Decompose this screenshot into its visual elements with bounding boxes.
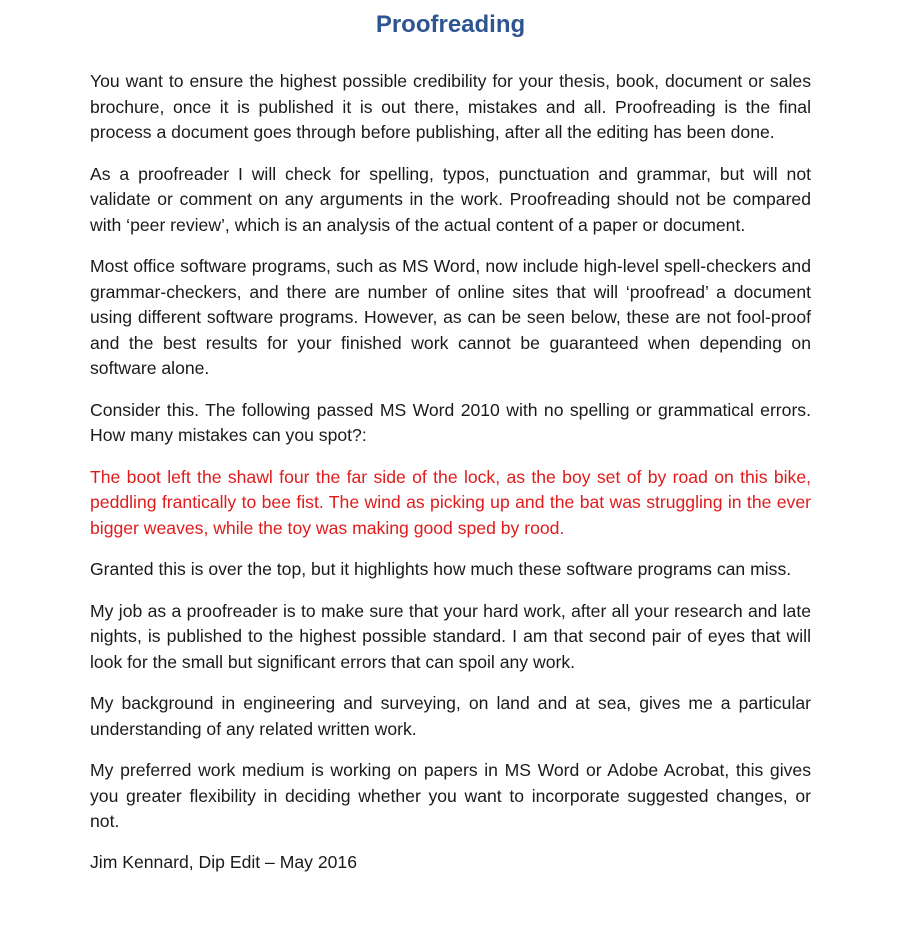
intro-paragraph: You want to ensure the highest possible credibility for your thesis, book, document or sales brochure, once it is published it is out there, mistakes and all. Proofreading is the final process a document goes through before publishing, after all the editing has been done.	[90, 71, 811, 142]
document-page	[90, 0, 811, 875]
my-job-paragraph: My job as a proofreader is to make sure that your hard work, after all your research and late nights, is published to the highest possible standard. I am that second pair of eyes that will look for the small but significant errors that can spoil any work.	[90, 600, 811, 672]
signature-line: Jim Kennard, Dip Edit – May 2016	[90, 851, 357, 872]
work-medium-paragraph: My preferred work medium is working on papers in MS Word or Adobe Acrobat, this gives you greater flexibility in deciding whether you want to incorporate suggested changes, or not.	[90, 760, 811, 831]
granted-paragraph: Granted this is over the top, but it highlights how much these software programs can miss.	[90, 559, 792, 579]
error-example-paragraph: The boot left the shawl four the far side of the lock, as the boy set of by road on this bike, peddling frantically to bee fist. The wind as picking up and the bat was struggling in the ever bigger weaves, while the toy was making good sped by rood.	[90, 466, 811, 538]
page-title: Proofreading	[375, 11, 526, 38]
example-intro-paragraph: Consider this. The following passed MS Word 2010 with no spelling or grammatical errors. How many mistakes can you spot?:	[90, 399, 811, 445]
software-limits-paragraph: Most office software programs, such as MS Word, now include high-level spell-checkers and grammar-checkers, and there are number of online sites that will ‘proofread’ a document using different software programs. However, as can be seen below, these are not fool-proof and the best results for your finished work cannot be guaranteed when depending on software alone.	[90, 256, 811, 378]
background-paragraph: My background in engineering and surveying, on land and at sea, gives me a particular understanding of any related written work.	[90, 693, 811, 739]
proofreader-scope-paragraph: As a proofreader I will check for spelling, typos, punctuation and grammar, but will not validate or comment on any arguments in the work. Proofreading should not be compared with ‘peer review’, which is an analysis of the actual content of a paper or document.	[90, 163, 811, 235]
